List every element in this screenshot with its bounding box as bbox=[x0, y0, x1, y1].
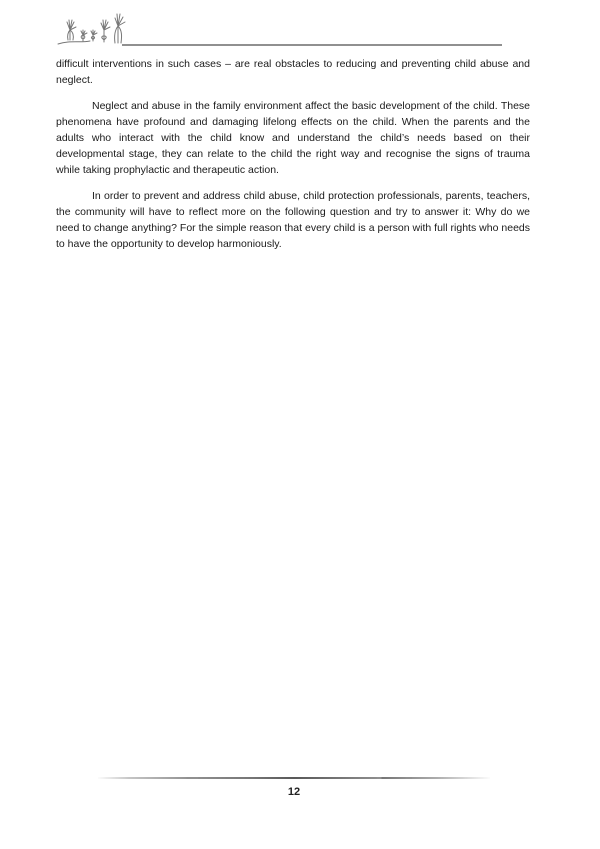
header-rule bbox=[122, 44, 502, 46]
paragraph-1: difficult interventions in such cases – are real obstacles to reducing and preventing child abuse and neglect. bbox=[56, 58, 530, 86]
main-text bbox=[56, 56, 530, 262]
page-footer bbox=[96, 776, 492, 806]
footer-rule bbox=[96, 776, 492, 780]
paragraph-2: Neglect and abuse in the family environment affect the basic development of the child. These phenomena have profound and damaging lifelong effects on the child. When the parents and the adults who interact with the child know and understand the child’s needs based on their developmental stage, they can relate to the child the right way and recognise the signs of trauma while taking prophylactic and therapeutic action. bbox=[56, 100, 530, 176]
page-number: 12 bbox=[287, 786, 301, 798]
hands-logo-icon bbox=[56, 10, 136, 48]
page-header bbox=[56, 10, 504, 50]
paragraph-3: In order to prevent and address child abuse, child protection professionals, parents, teachers, the community will have to reflect more on the following question and try to answer it: Why do we need to change anything? For the simple reason that every child is a person with full rights who needs to have the opportunity to develop harmoniously. bbox=[56, 190, 530, 250]
